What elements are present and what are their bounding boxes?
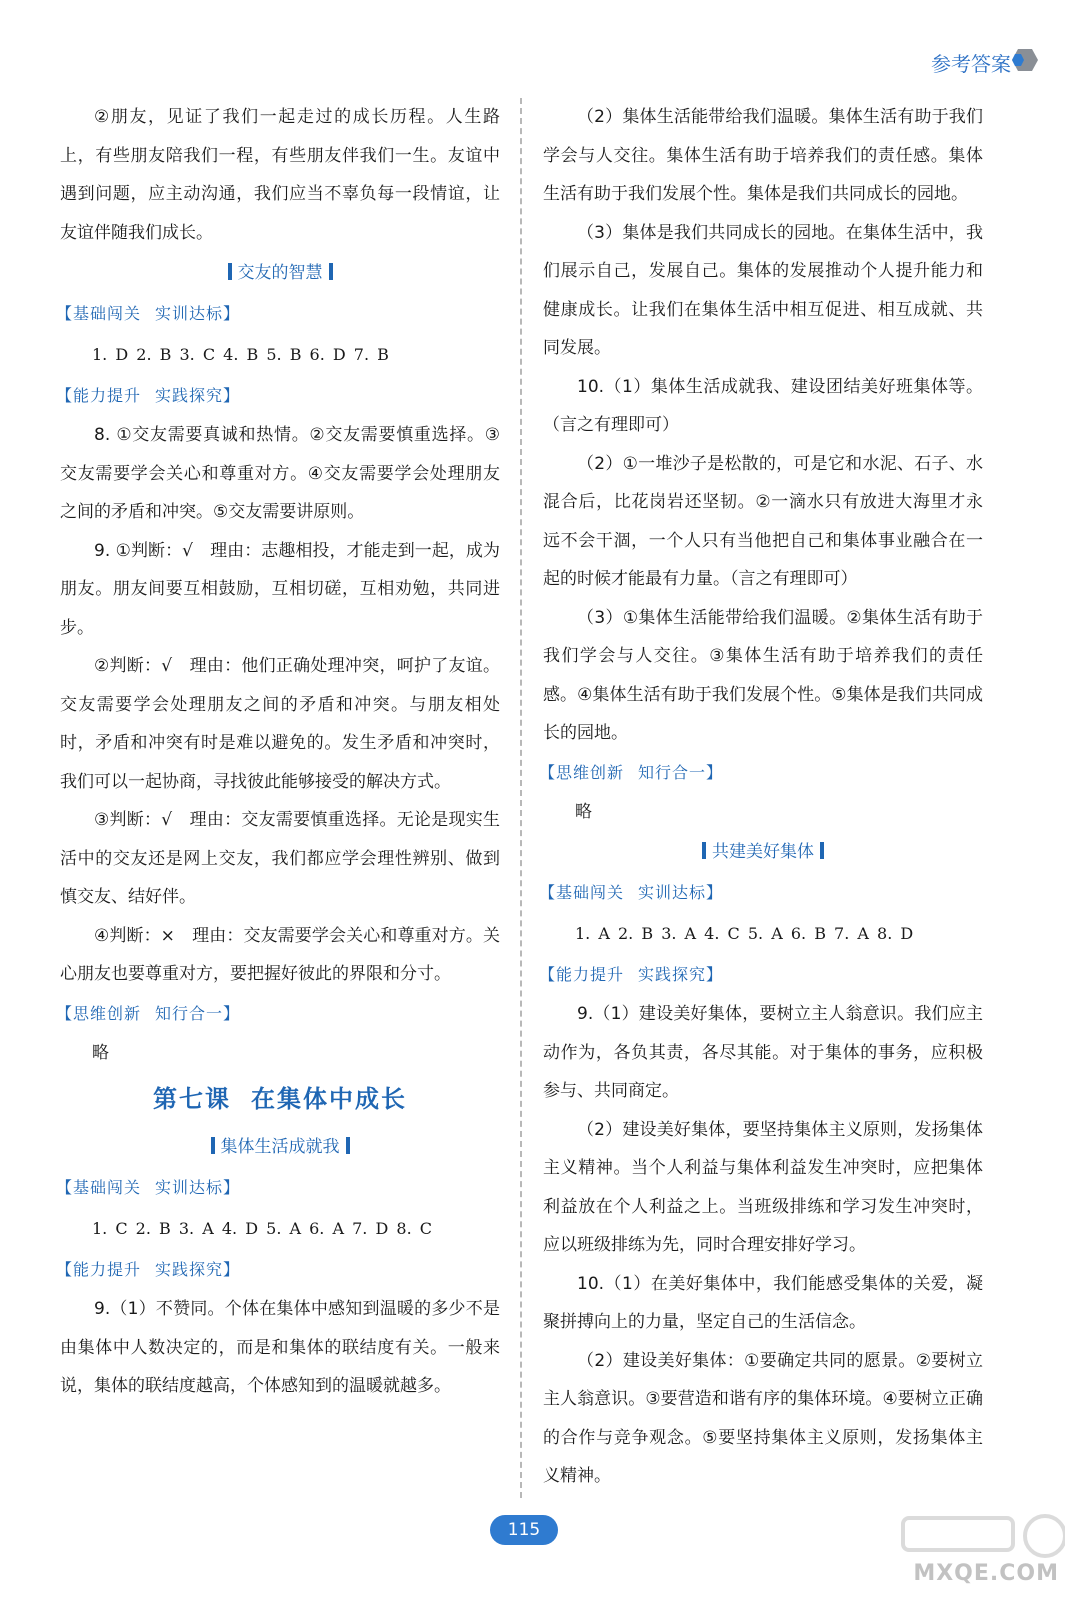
paragraph: （2）集体生活能带给我们温暖。集体生活有助于我们学会与人交往。集体生活有助于培养我们的责任感。集体生活有助于我们发展个性。集体是我们共同成长的园地。	[543, 107, 983, 204]
omit-note: 略	[92, 1042, 109, 1063]
column-divider	[520, 98, 522, 1498]
paragraph: （2）建设美好集体，要坚持集体主义原则，发扬集体主义精神。当个人利益与集体利益发生冲突时，应把集体利益放在个人利益之上。当班级排练和学习发生冲突时，应以班级排练为先，同时合理安排好学习。	[543, 1119, 983, 1255]
section-title: 集体生活成就我	[60, 1126, 500, 1168]
subsection-label: 【基础闯关 实训达标】	[56, 1178, 241, 1197]
paragraph: ②判断：√ 理由：他们正确处理冲突，呵护了友谊。交友需要学会处理朋友之间的矛盾和冲突。与朋友相处时，矛盾和冲突有时是难以避免的。发生矛盾和冲突时，我们可以一起协商，寻找彼此能够接受的解决方式。	[60, 656, 500, 792]
paragraph: ②朋友，见证了我们一起走过的成长历程。人生路上，有些朋友陪我们一程，有些朋友伴我们一生。友谊中遇到问题，应主动沟通，我们应当不辜负每一段情谊，让友谊伴随我们成长。	[60, 107, 500, 243]
right-column	[539, 98, 983, 1496]
watermark-text: MXQE.COM	[913, 1561, 1059, 1586]
omit-note: 略	[575, 801, 592, 822]
paragraph: （3）集体是我们共同成长的园地。在集体生活中，我们展示自己，发展自己。集体的发展推动个人提升能力和健康成长。让我们在集体生活中相互促进、相互成就、共同发展。	[543, 222, 983, 358]
paragraph: ③判断：√ 理由：交友需要慎重选择。无论是现实生活中的交友还是网上交友，我们都应学会理性辨别、做到慎交友、结好伴。	[60, 810, 500, 907]
paragraph: 10.（1）在美好集体中，我们能感受集体的关爱，凝聚拼搏向上的力量，坚定自己的生活信念。	[543, 1273, 983, 1332]
subsection-label: 【基础闯关 实训达标】	[539, 883, 724, 902]
lesson-title: 第七课 在集体中成长	[153, 1085, 407, 1113]
answer-key: 1. D 2. B 3. C 4. B 5. B 6. D 7. B	[92, 345, 389, 364]
answer-key: 1. C 2. B 3. A 4. D 5. A 6. A 7. D 8. C	[92, 1219, 432, 1238]
paragraph: 9.（1）建设美好集体，要树立主人翁意识。我们应主动作为，各负其责，各尽其能。对于集体的事务，应积极参与、共同商定。	[543, 1004, 983, 1101]
paragraph: （2）建设美好集体：①要确定共同的愿景。②要树立主人翁意识。③要营造和谐有序的集体环境。④要树立正确的合作与竞争观念。⑤要坚持集体主义原则，发扬集体主义精神。	[543, 1350, 983, 1486]
subsection-label: 【思维创新 知行合一】	[539, 762, 724, 782]
section-title: 交友的智慧	[60, 252, 500, 294]
answer-key: 1. A 2. B 3. A 4. C 5. A 6. B 7. A 8. D	[575, 924, 914, 943]
page-number: 115	[490, 1515, 558, 1545]
subsection-label: 【能力提升 实践探究】	[56, 386, 241, 405]
paragraph: （2）①一堆沙子是松散的，可是它和水泥、石子、水混合后，比花岗岩还坚韧。②一滴水只有放进大海里才永远不会干涸，一个人只有当他把自己和集体事业融合在一起的时候才能最有力量。（言之有理即可）	[543, 453, 983, 589]
paragraph: ④判断：× 理由：交友需要学会关心和尊重对方。关心朋友也要尊重对方，要把握好彼此的界限和分寸。	[60, 925, 500, 984]
paragraph: 8. ①交友需要真诚和热情。②交友需要慎重选择。③交友需要学会关心和尊重对方。④交友需要学会处理朋友之间的矛盾和冲突。⑤交友需要讲原则。	[60, 425, 500, 522]
paragraph: 9. ①判断：√ 理由：志趣相投，才能走到一起，成为朋友。朋友间要互相鼓励，互相切磋，互相劝勉，共同进步。	[60, 540, 500, 638]
subsection-label: 【基础闯关 实训达标】	[56, 304, 241, 323]
header-tag: 参考答案	[931, 52, 1011, 76]
left-column	[56, 98, 500, 1406]
subsection-label: 【思维创新 知行合一】	[56, 1003, 241, 1023]
subsection-label: 【能力提升 实践探究】	[56, 1260, 241, 1279]
paragraph: 9.（1）不赞同。个体在集体中感知到温暖的多少不是由集体中人数决定的，而是和集体的联结度有关。一般来说，集体的联结度越高，个体感知到的温暖就越多。	[60, 1299, 500, 1396]
paragraph: （3）①集体生活能带给我们温暖。②集体生活有助于我们学会与人交往。③集体生活有助于培养我们的责任感。④集体生活有助于我们发展个性。⑤集体是我们共同成长的园地。	[543, 607, 983, 743]
hexagon-icon	[1011, 48, 1039, 72]
section-title: 共建美好集体	[543, 831, 983, 873]
paragraph: 10.（1）集体生活成就我、建设团结美好班集体等。（言之有理即可）	[543, 376, 983, 435]
subsection-label: 【能力提升 实践探究】	[539, 965, 724, 984]
